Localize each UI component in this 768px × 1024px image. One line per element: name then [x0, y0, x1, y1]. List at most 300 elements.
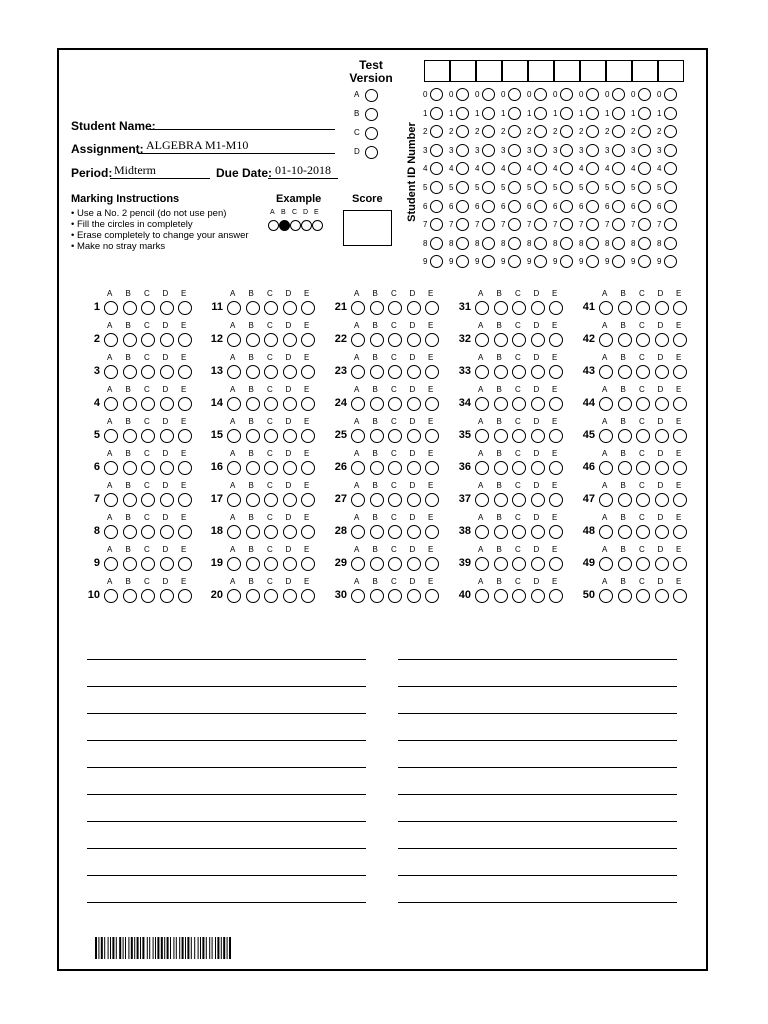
answer-bubble[interactable]	[370, 525, 384, 539]
answer-bubble[interactable]	[246, 365, 260, 379]
write-line[interactable]	[87, 794, 366, 795]
answer-bubble[interactable]	[264, 525, 278, 539]
answer-bubble[interactable]	[512, 429, 526, 443]
answer-bubble[interactable]	[673, 397, 687, 411]
answer-bubble[interactable]	[599, 525, 613, 539]
id-bubble[interactable]	[612, 200, 625, 213]
answer-bubble[interactable]	[618, 333, 632, 347]
answer-bubble[interactable]	[673, 557, 687, 571]
answer-bubble[interactable]	[599, 461, 613, 475]
answer-bubble[interactable]	[494, 525, 508, 539]
answer-bubble[interactable]	[301, 461, 315, 475]
answer-bubble[interactable]	[141, 365, 155, 379]
id-bubble[interactable]	[534, 144, 547, 157]
write-line[interactable]	[398, 794, 677, 795]
answer-bubble[interactable]	[549, 301, 563, 315]
answer-bubble[interactable]	[655, 429, 669, 443]
answer-bubble[interactable]	[636, 493, 650, 507]
answer-bubble[interactable]	[283, 525, 297, 539]
answer-bubble[interactable]	[388, 557, 402, 571]
answer-bubble[interactable]	[351, 301, 365, 315]
id-bubble[interactable]	[560, 88, 573, 101]
answer-bubble[interactable]	[104, 397, 118, 411]
write-line[interactable]	[87, 767, 366, 768]
id-bubble[interactable]	[638, 200, 651, 213]
answer-bubble[interactable]	[283, 557, 297, 571]
write-line[interactable]	[87, 875, 366, 876]
answer-bubble[interactable]	[227, 429, 241, 443]
answer-bubble[interactable]	[264, 397, 278, 411]
answer-bubble[interactable]	[599, 301, 613, 315]
answer-bubble[interactable]	[370, 429, 384, 443]
answer-bubble[interactable]	[178, 365, 192, 379]
answer-bubble[interactable]	[301, 589, 315, 603]
answer-bubble[interactable]	[425, 397, 439, 411]
student-id-box[interactable]	[502, 60, 528, 82]
answer-bubble[interactable]	[351, 333, 365, 347]
write-line[interactable]	[398, 875, 677, 876]
answer-bubble[interactable]	[283, 589, 297, 603]
id-bubble[interactable]	[586, 237, 599, 250]
answer-bubble[interactable]	[283, 333, 297, 347]
answer-bubble[interactable]	[618, 365, 632, 379]
answer-bubble[interactable]	[264, 429, 278, 443]
answer-bubble[interactable]	[618, 589, 632, 603]
id-bubble[interactable]	[482, 144, 495, 157]
answer-bubble[interactable]	[425, 557, 439, 571]
answer-bubble[interactable]	[673, 365, 687, 379]
answer-bubble[interactable]	[655, 365, 669, 379]
answer-bubble[interactable]	[351, 525, 365, 539]
write-line[interactable]	[398, 740, 677, 741]
answer-bubble[interactable]	[494, 557, 508, 571]
answer-bubble[interactable]	[351, 589, 365, 603]
answer-bubble[interactable]	[123, 365, 137, 379]
answer-bubble[interactable]	[599, 557, 613, 571]
answer-bubble[interactable]	[549, 493, 563, 507]
answer-bubble[interactable]	[599, 397, 613, 411]
id-bubble[interactable]	[482, 107, 495, 120]
id-bubble[interactable]	[638, 107, 651, 120]
answer-bubble[interactable]	[407, 365, 421, 379]
answer-bubble[interactable]	[178, 589, 192, 603]
id-bubble[interactable]	[664, 144, 677, 157]
answer-bubble[interactable]	[301, 365, 315, 379]
answer-bubble[interactable]	[160, 557, 174, 571]
answer-bubble[interactable]	[370, 589, 384, 603]
answer-bubble[interactable]	[227, 589, 241, 603]
answer-bubble[interactable]	[618, 429, 632, 443]
answer-bubble[interactable]	[246, 301, 260, 315]
answer-bubble[interactable]	[655, 333, 669, 347]
answer-bubble[interactable]	[104, 493, 118, 507]
answer-bubble[interactable]	[494, 429, 508, 443]
answer-bubble[interactable]	[246, 557, 260, 571]
answer-bubble[interactable]	[512, 525, 526, 539]
answer-bubble[interactable]	[618, 397, 632, 411]
write-line[interactable]	[398, 659, 677, 660]
answer-bubble[interactable]	[227, 493, 241, 507]
answer-bubble[interactable]	[370, 493, 384, 507]
answer-bubble[interactable]	[388, 461, 402, 475]
answer-bubble[interactable]	[549, 589, 563, 603]
answer-bubble[interactable]	[599, 365, 613, 379]
write-line[interactable]	[87, 902, 366, 903]
answer-bubble[interactable]	[104, 333, 118, 347]
answer-bubble[interactable]	[246, 429, 260, 443]
answer-bubble[interactable]	[264, 333, 278, 347]
answer-bubble[interactable]	[283, 493, 297, 507]
answer-bubble[interactable]	[246, 397, 260, 411]
answer-bubble[interactable]	[475, 429, 489, 443]
answer-bubble[interactable]	[655, 525, 669, 539]
answer-bubble[interactable]	[494, 589, 508, 603]
id-bubble[interactable]	[560, 181, 573, 194]
answer-bubble[interactable]	[655, 397, 669, 411]
answer-bubble[interactable]	[104, 301, 118, 315]
answer-bubble[interactable]	[283, 365, 297, 379]
answer-bubble[interactable]	[351, 429, 365, 443]
answer-bubble[interactable]	[673, 461, 687, 475]
answer-bubble[interactable]	[123, 397, 137, 411]
answer-bubble[interactable]	[301, 525, 315, 539]
write-line[interactable]	[87, 659, 366, 660]
answer-bubble[interactable]	[160, 365, 174, 379]
answer-bubble[interactable]	[370, 333, 384, 347]
answer-bubble[interactable]	[599, 493, 613, 507]
version-bubble-d[interactable]	[365, 146, 378, 159]
id-bubble[interactable]	[586, 181, 599, 194]
id-bubble[interactable]	[456, 88, 469, 101]
answer-bubble[interactable]	[531, 333, 545, 347]
id-bubble[interactable]	[456, 107, 469, 120]
student-id-box[interactable]	[424, 60, 450, 82]
answer-bubble[interactable]	[673, 589, 687, 603]
id-bubble[interactable]	[482, 181, 495, 194]
id-bubble[interactable]	[430, 200, 443, 213]
student-id-box[interactable]	[658, 60, 684, 82]
answer-bubble[interactable]	[227, 557, 241, 571]
write-line[interactable]	[87, 713, 366, 714]
student-id-box[interactable]	[580, 60, 606, 82]
student-id-box[interactable]	[632, 60, 658, 82]
answer-bubble[interactable]	[425, 589, 439, 603]
answer-bubble[interactable]	[160, 301, 174, 315]
answer-bubble[interactable]	[246, 493, 260, 507]
write-line[interactable]	[87, 848, 366, 849]
answer-bubble[interactable]	[549, 557, 563, 571]
answer-bubble[interactable]	[494, 397, 508, 411]
id-bubble[interactable]	[534, 200, 547, 213]
answer-bubble[interactable]	[123, 493, 137, 507]
answer-bubble[interactable]	[141, 493, 155, 507]
answer-bubble[interactable]	[227, 461, 241, 475]
answer-bubble[interactable]	[301, 493, 315, 507]
answer-bubble[interactable]	[388, 397, 402, 411]
answer-bubble[interactable]	[246, 333, 260, 347]
answer-bubble[interactable]	[475, 461, 489, 475]
answer-bubble[interactable]	[264, 557, 278, 571]
answer-bubble[interactable]	[160, 397, 174, 411]
answer-bubble[interactable]	[104, 461, 118, 475]
answer-bubble[interactable]	[160, 493, 174, 507]
id-bubble[interactable]	[638, 237, 651, 250]
answer-bubble[interactable]	[618, 525, 632, 539]
answer-bubble[interactable]	[407, 493, 421, 507]
answer-bubble[interactable]	[351, 461, 365, 475]
answer-bubble[interactable]	[549, 525, 563, 539]
answer-bubble[interactable]	[351, 557, 365, 571]
answer-bubble[interactable]	[227, 365, 241, 379]
answer-bubble[interactable]	[264, 493, 278, 507]
answer-bubble[interactable]	[141, 333, 155, 347]
answer-bubble[interactable]	[618, 493, 632, 507]
answer-bubble[interactable]	[160, 461, 174, 475]
answer-bubble[interactable]	[283, 461, 297, 475]
answer-bubble[interactable]	[549, 461, 563, 475]
answer-bubble[interactable]	[673, 301, 687, 315]
answer-bubble[interactable]	[227, 301, 241, 315]
answer-bubble[interactable]	[475, 525, 489, 539]
answer-bubble[interactable]	[475, 589, 489, 603]
answer-bubble[interactable]	[425, 429, 439, 443]
version-bubble-c[interactable]	[365, 127, 378, 140]
answer-bubble[interactable]	[636, 461, 650, 475]
answer-bubble[interactable]	[227, 333, 241, 347]
answer-bubble[interactable]	[512, 333, 526, 347]
answer-bubble[interactable]	[160, 589, 174, 603]
answer-bubble[interactable]	[425, 301, 439, 315]
answer-bubble[interactable]	[599, 333, 613, 347]
id-bubble[interactable]	[534, 237, 547, 250]
answer-bubble[interactable]	[494, 301, 508, 315]
id-bubble[interactable]	[534, 181, 547, 194]
id-bubble[interactable]	[638, 181, 651, 194]
answer-bubble[interactable]	[141, 461, 155, 475]
id-bubble[interactable]	[560, 200, 573, 213]
answer-bubble[interactable]	[283, 397, 297, 411]
answer-bubble[interactable]	[407, 557, 421, 571]
answer-bubble[interactable]	[246, 525, 260, 539]
answer-bubble[interactable]	[673, 333, 687, 347]
answer-bubble[interactable]	[599, 429, 613, 443]
write-line[interactable]	[398, 848, 677, 849]
answer-bubble[interactable]	[301, 557, 315, 571]
id-bubble[interactable]	[508, 200, 521, 213]
id-bubble[interactable]	[612, 107, 625, 120]
id-bubble[interactable]	[482, 200, 495, 213]
answer-bubble[interactable]	[141, 589, 155, 603]
answer-bubble[interactable]	[636, 557, 650, 571]
answer-bubble[interactable]	[512, 557, 526, 571]
id-bubble[interactable]	[612, 181, 625, 194]
id-bubble[interactable]	[586, 200, 599, 213]
answer-bubble[interactable]	[475, 493, 489, 507]
answer-bubble[interactable]	[370, 365, 384, 379]
answer-bubble[interactable]	[178, 301, 192, 315]
answer-bubble[interactable]	[475, 397, 489, 411]
answer-bubble[interactable]	[141, 397, 155, 411]
answer-bubble[interactable]	[178, 397, 192, 411]
id-bubble[interactable]	[456, 200, 469, 213]
answer-bubble[interactable]	[494, 365, 508, 379]
id-bubble[interactable]	[456, 181, 469, 194]
answer-bubble[interactable]	[531, 461, 545, 475]
answer-bubble[interactable]	[227, 525, 241, 539]
write-line[interactable]	[398, 767, 677, 768]
student-id-box[interactable]	[476, 60, 502, 82]
id-bubble[interactable]	[430, 107, 443, 120]
answer-bubble[interactable]	[673, 429, 687, 443]
answer-bubble[interactable]	[388, 493, 402, 507]
answer-bubble[interactable]	[388, 589, 402, 603]
answer-bubble[interactable]	[370, 301, 384, 315]
student-id-box[interactable]	[554, 60, 580, 82]
id-bubble[interactable]	[508, 181, 521, 194]
answer-bubble[interactable]	[655, 301, 669, 315]
answer-bubble[interactable]	[425, 461, 439, 475]
answer-bubble[interactable]	[425, 525, 439, 539]
answer-bubble[interactable]	[264, 589, 278, 603]
answer-bubble[interactable]	[160, 333, 174, 347]
id-bubble[interactable]	[612, 144, 625, 157]
id-bubble[interactable]	[560, 144, 573, 157]
id-bubble[interactable]	[638, 144, 651, 157]
answer-bubble[interactable]	[636, 525, 650, 539]
answer-bubble[interactable]	[370, 557, 384, 571]
answer-bubble[interactable]	[246, 461, 260, 475]
answer-bubble[interactable]	[512, 493, 526, 507]
answer-bubble[interactable]	[512, 397, 526, 411]
id-bubble[interactable]	[456, 237, 469, 250]
id-bubble[interactable]	[664, 107, 677, 120]
answer-bubble[interactable]	[636, 301, 650, 315]
write-line[interactable]	[398, 713, 677, 714]
answer-bubble[interactable]	[407, 461, 421, 475]
id-bubble[interactable]	[586, 107, 599, 120]
answer-bubble[interactable]	[283, 301, 297, 315]
answer-bubble[interactable]	[178, 525, 192, 539]
answer-bubble[interactable]	[407, 301, 421, 315]
id-bubble[interactable]	[482, 88, 495, 101]
answer-bubble[interactable]	[673, 493, 687, 507]
id-bubble[interactable]	[664, 88, 677, 101]
answer-bubble[interactable]	[673, 525, 687, 539]
answer-bubble[interactable]	[655, 557, 669, 571]
answer-bubble[interactable]	[123, 333, 137, 347]
id-bubble[interactable]	[560, 237, 573, 250]
answer-bubble[interactable]	[531, 429, 545, 443]
answer-bubble[interactable]	[141, 557, 155, 571]
answer-bubble[interactable]	[475, 365, 489, 379]
answer-bubble[interactable]	[531, 301, 545, 315]
answer-bubble[interactable]	[618, 301, 632, 315]
write-line[interactable]	[398, 902, 677, 903]
answer-bubble[interactable]	[264, 461, 278, 475]
answer-bubble[interactable]	[160, 525, 174, 539]
answer-bubble[interactable]	[636, 333, 650, 347]
answer-bubble[interactable]	[178, 333, 192, 347]
answer-bubble[interactable]	[123, 461, 137, 475]
id-bubble[interactable]	[664, 200, 677, 213]
write-line[interactable]	[87, 821, 366, 822]
answer-bubble[interactable]	[549, 429, 563, 443]
id-bubble[interactable]	[664, 237, 677, 250]
answer-bubble[interactable]	[104, 557, 118, 571]
answer-bubble[interactable]	[494, 461, 508, 475]
answer-bubble[interactable]	[227, 397, 241, 411]
student-id-box[interactable]	[528, 60, 554, 82]
answer-bubble[interactable]	[655, 461, 669, 475]
answer-bubble[interactable]	[123, 525, 137, 539]
id-bubble[interactable]	[430, 181, 443, 194]
answer-bubble[interactable]	[407, 589, 421, 603]
id-bubble[interactable]	[612, 88, 625, 101]
answer-bubble[interactable]	[264, 301, 278, 315]
id-bubble[interactable]	[638, 88, 651, 101]
answer-bubble[interactable]	[388, 429, 402, 443]
answer-bubble[interactable]	[123, 589, 137, 603]
answer-bubble[interactable]	[475, 301, 489, 315]
student-name-field[interactable]	[150, 115, 335, 130]
answer-bubble[interactable]	[512, 301, 526, 315]
answer-bubble[interactable]	[407, 397, 421, 411]
id-bubble[interactable]	[456, 144, 469, 157]
answer-bubble[interactable]	[531, 525, 545, 539]
answer-bubble[interactable]	[655, 493, 669, 507]
answer-bubble[interactable]	[123, 557, 137, 571]
answer-bubble[interactable]	[160, 429, 174, 443]
answer-bubble[interactable]	[141, 301, 155, 315]
answer-bubble[interactable]	[123, 429, 137, 443]
answer-bubble[interactable]	[178, 493, 192, 507]
answer-bubble[interactable]	[104, 429, 118, 443]
answer-bubble[interactable]	[531, 557, 545, 571]
student-id-box[interactable]	[606, 60, 632, 82]
answer-bubble[interactable]	[178, 429, 192, 443]
answer-bubble[interactable]	[425, 333, 439, 347]
answer-bubble[interactable]	[531, 589, 545, 603]
answer-bubble[interactable]	[636, 429, 650, 443]
id-bubble[interactable]	[508, 237, 521, 250]
answer-bubble[interactable]	[599, 589, 613, 603]
answer-bubble[interactable]	[301, 301, 315, 315]
answer-bubble[interactable]	[512, 461, 526, 475]
answer-bubble[interactable]	[425, 493, 439, 507]
answer-bubble[interactable]	[549, 333, 563, 347]
answer-bubble[interactable]	[531, 365, 545, 379]
id-bubble[interactable]	[534, 88, 547, 101]
answer-bubble[interactable]	[351, 493, 365, 507]
answer-bubble[interactable]	[351, 397, 365, 411]
answer-bubble[interactable]	[283, 429, 297, 443]
id-bubble[interactable]	[586, 144, 599, 157]
answer-bubble[interactable]	[407, 429, 421, 443]
id-bubble[interactable]	[612, 237, 625, 250]
answer-bubble[interactable]	[407, 333, 421, 347]
id-bubble[interactable]	[664, 181, 677, 194]
answer-bubble[interactable]	[246, 589, 260, 603]
answer-bubble[interactable]	[370, 397, 384, 411]
id-bubble[interactable]	[430, 88, 443, 101]
id-bubble[interactable]	[560, 107, 573, 120]
id-bubble[interactable]	[430, 237, 443, 250]
answer-bubble[interactable]	[104, 589, 118, 603]
answer-bubble[interactable]	[618, 557, 632, 571]
id-bubble[interactable]	[482, 237, 495, 250]
answer-bubble[interactable]	[388, 365, 402, 379]
write-line[interactable]	[87, 686, 366, 687]
